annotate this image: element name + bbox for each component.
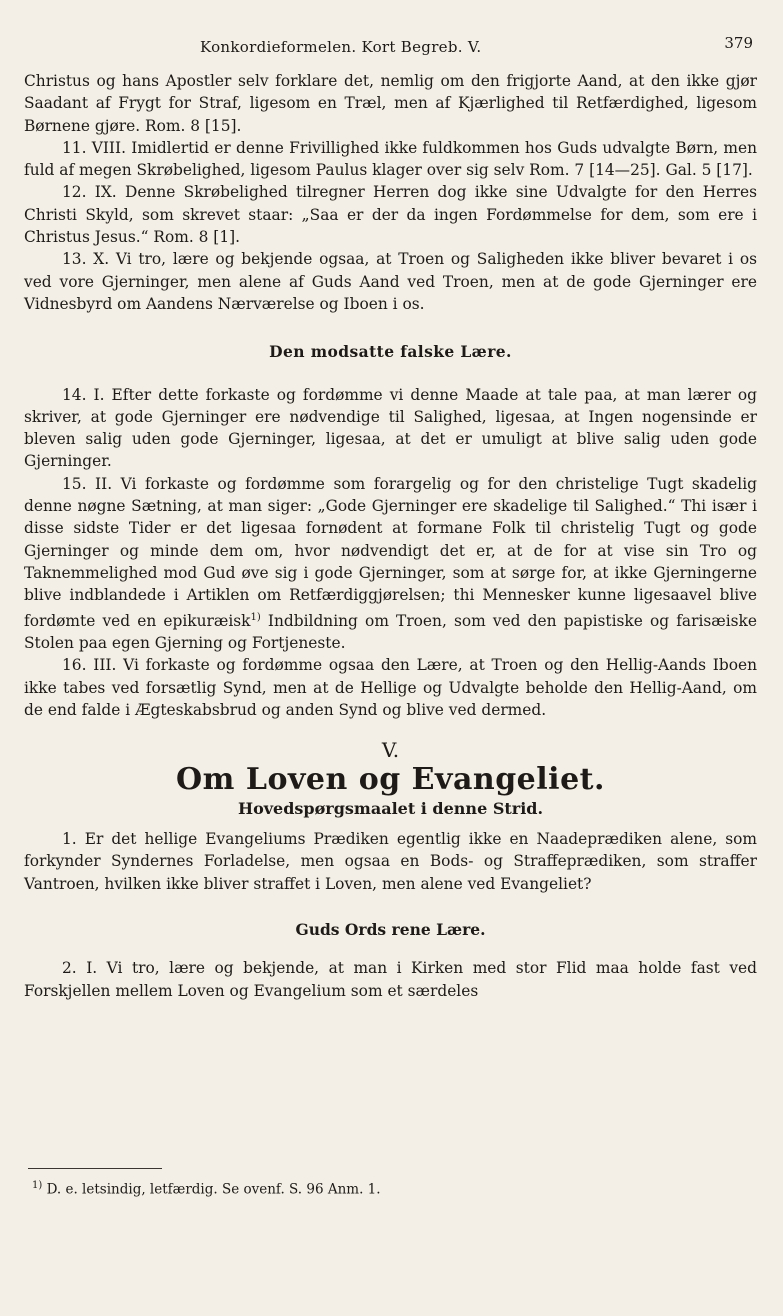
paragraph-1: 1. Er det hellige Evangeliums Prædiken egentlig ikke en Naadeprædiken alene, som forkynder Syndernes Forladelse, men ogsaa en Bods- og Straffeprædiken, som straffer Vantroen, hvilken ikke bliver straffet i Loven, men alene ved Evangeliet? xyxy=(24,830,757,893)
heading-pure-doctrine: Guds Ords rene Lære. xyxy=(295,919,486,939)
page-body xyxy=(24,70,757,1002)
paragraph-15-text-a: 15. II. Vi forkaste og fordømme som forargelig og for den christelige Tugt skadelig denne nøgne Sætning, at man siger: „Gode Gjerninger ere skadelige til Salighed.“ Thi især i disse sidste Tider er det ligesaa fornødent at formane Folk til christelig Tugt og gode Gjerninger og minde dem om, hvor nødvendigt det er, at de for at vise sin Tro og Taknemmelighed mod Gud øve sig i gode Gjerninger, som at sørge for, at ikke Gjerningerne blive indblandede i Artiklen om Retfærdiggjørelsen; thi Mennesker kunne ligesaavel blive fordømte ved en epikuræisk xyxy=(24,474,757,630)
section-title: Om Loven og Evangeliet. xyxy=(176,762,605,798)
running-title: Konkordieformelen. Kort Begreb. V. xyxy=(200,38,482,56)
section-number: V. xyxy=(381,738,400,763)
footnote-text: D. e. letsindig, letfærdig. Se ovenf. S. 96 Anm. 1. xyxy=(46,1181,381,1198)
paragraph-15-text-b: Indbildning om Troen, som ved den papistiske og farisæiske Stolen paa egen Gjerning og Fortjeneste. xyxy=(24,611,757,652)
page-header xyxy=(200,34,753,60)
footnote xyxy=(32,1180,381,1198)
paragraph-2: 2. I. Vi tro, lære og bekjende, at man i Kirken med stor Flid maa holde fast ved Forskjellen mellem Loven og Evangelium som et særdeles xyxy=(24,959,757,1000)
paragraph-12: 12. IX. Denne Skrøbelighed tilregner Herren dog ikke sine Udvalgte for den Herres Christi Skyld, som skrevet staar: „Saa er der da ingen Fordømmelse for dem, som ere i Christus Jesus.“ Rom. 8 [1]. xyxy=(24,183,757,247)
heading-main-question: Hovedspørgsmaalet i denne Strid. xyxy=(237,798,544,818)
page-number: 379 xyxy=(724,34,753,52)
footnote-reference[interactable]: 1) xyxy=(250,611,261,623)
paragraph-16: 16. III. Vi forkaste og fordømme ogsaa den Lære, at Troen og den Hellig-Aands Iboen ikke tabes ved forsætlig Synd, men at de Hellige og Udvalgte beholde den Hellig-Aand, om de end falde i Ægteskabsbrud og anden Synd og blive ved dermed. xyxy=(24,656,757,719)
paragraph-15 xyxy=(24,473,757,655)
footnote-divider xyxy=(28,1168,162,1169)
paragraph-continued: Christus og hans Apostler selv forklare det, nemlig om den frigjorte Aand, at den ikke gjør Saadant af Frygt for Straf, ligesom en Træl, men af Kjærlighed til Retfærdighed, ligesom Børnene gjøre. Rom. 8 [15]. xyxy=(24,72,757,135)
footnote-mark: 1) xyxy=(32,1180,43,1191)
heading-contrary-doctrine: Den modsatte falske Lære. xyxy=(269,342,512,362)
paragraph-14: 14. I. Efter dette forkaste og fordømme vi denne Maade at tale paa, at man lærer og skriver, at gode Gjerninger ere nødvendige til Salighed, ligesaa, at Ingen nogensinde er bleven salig uden gode Gjerninger, ligesaa, at det er umuligt at blive salig uden gode Gjerninger. xyxy=(24,385,757,471)
paragraph-13: 13. X. Vi tro, lære og bekjende ogsaa, at Troen og Saligheden ikke bliver bevaret i os ved vore Gjerninger, men alene af Guds Aand ved Troen, men at de gode Gjerninger ere Vidnesbyrd om Aandens Nærværelse og Iboen i os. xyxy=(24,250,757,313)
paragraph-11: 11. VIII. Imidlertid er denne Frivillighed ikke fuldkommen hos Guds udvalgte Børn, men fuld af megen Skrøbelighed, ligesom Paulus klager over sig selv Rom. 7 [14—25]. Gal. 5 [17]. xyxy=(24,138,757,180)
